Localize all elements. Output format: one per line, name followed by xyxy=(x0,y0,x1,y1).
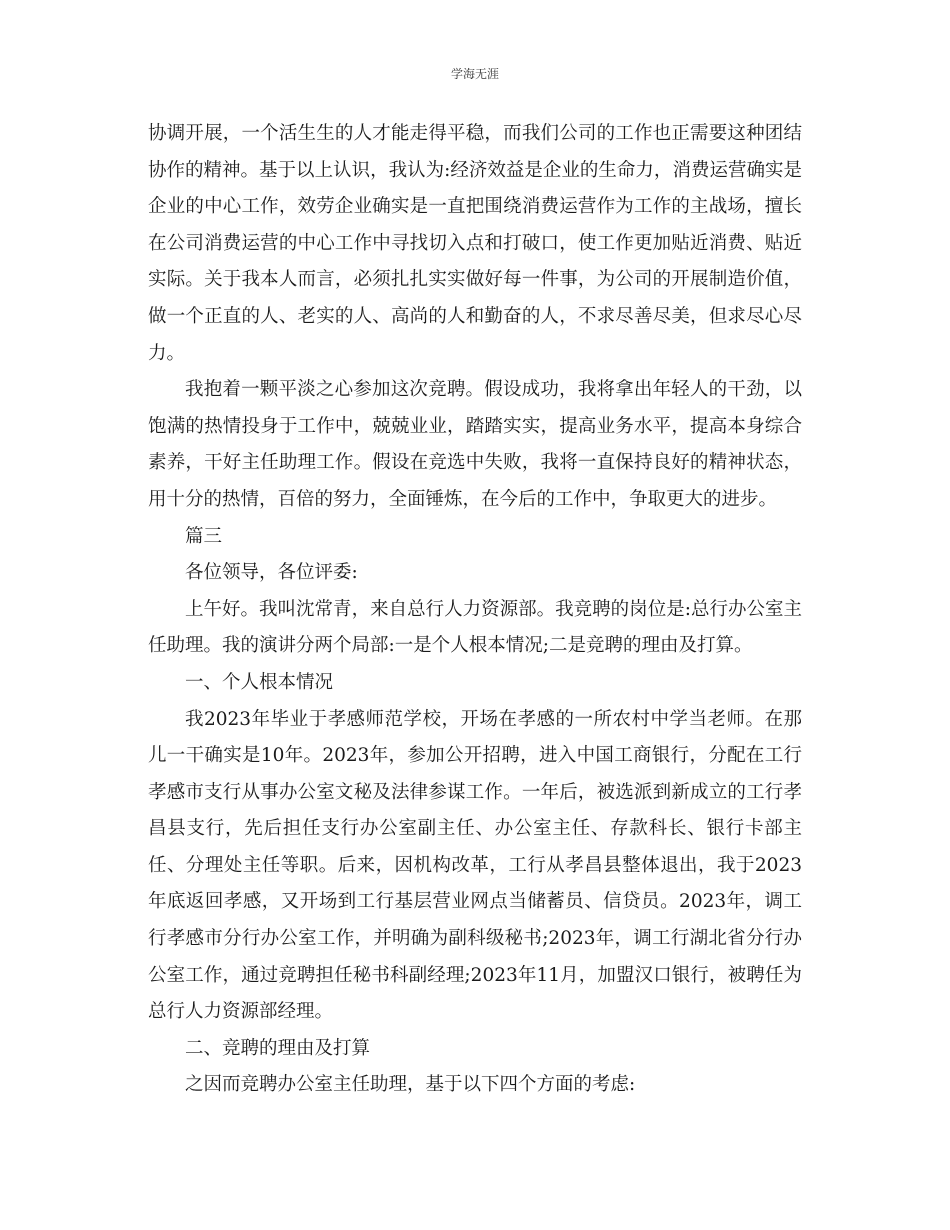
section-heading: 二、竞聘的理由及打算 xyxy=(185,1037,371,1059)
paragraph: 上午好。我叫沈常青，来自总行人力资源部。我竞聘的岗位是:总行办公室主任助理。我的演讲分两个局部:一是个人根本情况;二是竞聘的理由及打算。 xyxy=(148,598,802,657)
section-heading: 篇三 xyxy=(185,525,223,547)
section-heading: 一、个人根本情况 xyxy=(185,671,334,693)
document-body xyxy=(148,116,802,1104)
paragraph: 协调开展，一个活生生的人才能走得平稳，而我们公司的工作也正需要这种团结协作的精神。基于以上认识，我认为:经济效益是企业的生命力，消费运营确实是企业的中心工作，效劳企业确实是一直把围绕消费运营作为工作的主战场，擅长在公司消费运营的中心工作中寻找切入点和打破口，使工作更加贴近消费、贴近实际。关于我本人而言，必须扎扎实实做好每一件事，为公司的开展制造价值，做一个正直的人、老实的人、高尚的人和勤奋的人，不求尽善尽美，但求尽心尽力。 xyxy=(148,123,802,364)
paragraph: 我抱着一颗平淡之心参加这次竞聘。假设成功，我将拿出年轻人的干劲，以饱满的热情投身于工作中，兢兢业业，踏踏实实，提高业务水平，提高本身综合素养，干好主任助理工作。假设在竞选中失败，我将一直保持良好的精神状态，用十分的热情，百倍的努力，全面锤炼，在今后的工作中，争取更大的进步。 xyxy=(148,379,802,510)
paragraph: 我2023年毕业于孝感师范学校，开场在孝感的一所农村中学当老师。在那儿一干确实是10年。2023年，参加公开招聘，进入中国工商银行，分配在工行孝感市支行从事办公室文秘及法律参谋工作。一年后，被选派到新成立的工行孝昌县支行，先后担任支行办公室副主任、办公室主任、存款科长、银行卡部主任、分理处主任等职。后来，因机构改革，工行从孝昌县整体退出，我于2023年底返回孝感，又开场到工行基层营业网点当储蓄员、信贷员。2023年，调工行孝感市分行办公室工作，并明确为副科级秘书;2023年，调工行湖北省分行办公室工作，通过竞聘担任秘书科副经理;2023年11月，加盟汉口银行，被聘任为总行人力资源部经理。 xyxy=(148,708,802,1023)
paragraph: 之因而竞聘办公室主任助理，基于以下四个方面的考虑: xyxy=(185,1074,636,1096)
page-header: 学海无涯 xyxy=(450,67,499,81)
salutation: 各位领导，各位评委: xyxy=(185,562,358,584)
